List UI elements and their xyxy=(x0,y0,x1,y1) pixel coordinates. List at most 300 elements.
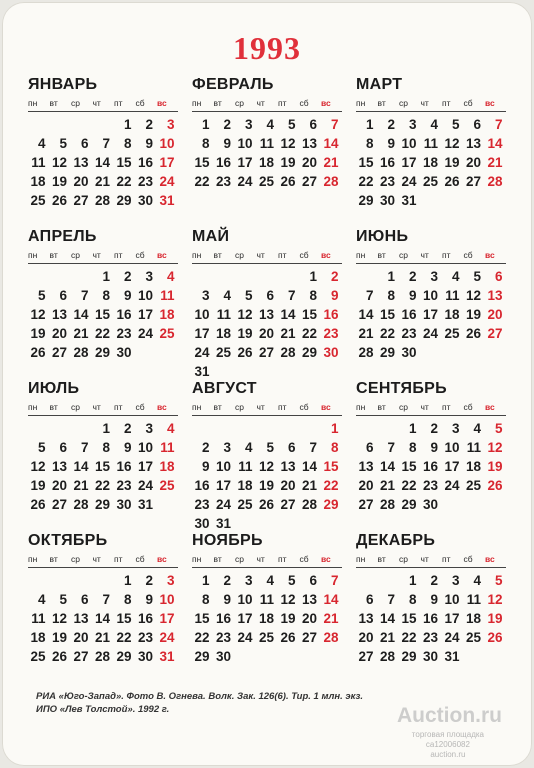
date: 2 xyxy=(387,117,395,132)
date: 18 xyxy=(258,611,274,626)
date: 24 xyxy=(237,630,253,645)
sunday-date: 18 xyxy=(159,307,175,322)
pocket-calendar-card xyxy=(2,2,532,766)
date: 9 xyxy=(430,592,438,607)
sunday-date: 25 xyxy=(159,326,175,341)
date: 24 xyxy=(137,478,153,493)
weekday-label: вс xyxy=(485,98,495,108)
month-name: ИЮЛЬ xyxy=(28,380,80,397)
sunday-date: 28 xyxy=(323,174,339,189)
sunday-date: 24 xyxy=(159,630,175,645)
empty-cell xyxy=(356,267,378,286)
watermark-line-3: auction.ru xyxy=(430,750,466,759)
sunday-date: 27 xyxy=(487,326,503,341)
date: 13 xyxy=(358,611,374,626)
date: 13 xyxy=(465,136,481,151)
date: 17 xyxy=(194,326,210,341)
empty-cell xyxy=(378,571,400,590)
date: 30 xyxy=(422,497,438,512)
date: 25 xyxy=(444,326,460,341)
weekday-label: пн xyxy=(28,250,38,260)
weekday-label: пт xyxy=(442,98,451,108)
date: 23 xyxy=(215,174,231,189)
date: 27 xyxy=(465,174,481,189)
date: 21 xyxy=(358,326,374,341)
date: 25 xyxy=(215,345,231,360)
date: 4 xyxy=(266,117,274,132)
date: 24 xyxy=(401,174,417,189)
weekday-label: пн xyxy=(192,98,202,108)
weekday-label: пн xyxy=(192,250,202,260)
date: 7 xyxy=(387,592,395,607)
empty-cell xyxy=(214,267,236,286)
weekday-label: ср xyxy=(235,554,244,564)
date: 10 xyxy=(401,136,417,151)
date: 24 xyxy=(137,326,153,341)
date: 10 xyxy=(444,592,460,607)
weekday-label: ср xyxy=(71,250,80,260)
date: 30 xyxy=(137,649,153,664)
date: 10 xyxy=(215,459,231,474)
weekday-label: чт xyxy=(256,250,265,260)
sunday-date: 3 xyxy=(166,117,175,132)
date: 26 xyxy=(280,630,296,645)
date: 15 xyxy=(116,611,132,626)
date: 27 xyxy=(301,630,317,645)
month-block xyxy=(24,530,188,682)
weekday-label: вс xyxy=(321,554,331,564)
date: 8 xyxy=(408,592,417,607)
empty-cell xyxy=(192,419,214,438)
date: 11 xyxy=(31,155,46,170)
date: 22 xyxy=(194,174,210,189)
weekday-label: вт xyxy=(49,250,58,260)
date: 12 xyxy=(258,459,274,474)
empty-cell xyxy=(50,419,72,438)
date: 9 xyxy=(430,440,438,455)
dates-grid xyxy=(192,115,352,191)
date: 12 xyxy=(237,307,253,322)
date: 19 xyxy=(280,611,296,626)
month-name: АПРЕЛЬ xyxy=(28,228,97,245)
date: 8 xyxy=(387,288,395,303)
date: 31 xyxy=(194,364,210,379)
month-name: ДЕКАБРЬ xyxy=(356,532,436,549)
date: 7 xyxy=(80,440,89,455)
weekday-header xyxy=(356,96,516,110)
date: 18 xyxy=(215,326,231,341)
empty-cell xyxy=(214,419,236,438)
weekday-label: сб xyxy=(299,98,309,108)
date: 23 xyxy=(116,478,132,493)
date: 31 xyxy=(444,649,460,664)
date: 26 xyxy=(465,326,481,341)
date: 29 xyxy=(401,497,417,512)
month-block xyxy=(352,378,516,530)
weekday-label: вт xyxy=(213,554,222,564)
date: 22 xyxy=(116,630,132,645)
date: 14 xyxy=(73,307,89,322)
date: 19 xyxy=(258,478,274,493)
weekday-label: вт xyxy=(213,98,222,108)
weekday-label: вс xyxy=(157,402,167,412)
dates-grid xyxy=(28,571,188,666)
empty-cell xyxy=(28,419,50,438)
header-rule xyxy=(28,111,178,112)
date: 16 xyxy=(379,155,395,170)
sunday-date: 4 xyxy=(166,269,175,284)
empty-cell xyxy=(93,115,115,134)
months-grid xyxy=(24,74,516,682)
date: 21 xyxy=(379,478,395,493)
date: 24 xyxy=(444,630,460,645)
sunday-date: 12 xyxy=(487,440,503,455)
date: 21 xyxy=(94,174,110,189)
date: 9 xyxy=(223,592,231,607)
sunday-date: 26 xyxy=(487,478,503,493)
date: 22 xyxy=(301,326,317,341)
month-name: МАЙ xyxy=(192,228,230,245)
date: 26 xyxy=(444,174,460,189)
date: 20 xyxy=(358,478,374,493)
header-rule xyxy=(356,415,506,416)
date: 1 xyxy=(309,269,317,284)
date: 13 xyxy=(280,459,296,474)
date: 17 xyxy=(444,459,460,474)
date: 28 xyxy=(379,497,395,512)
sunday-date: 29 xyxy=(323,497,339,512)
empty-cell xyxy=(192,267,214,286)
date: 3 xyxy=(408,117,417,132)
date: 13 xyxy=(51,307,67,322)
date: 28 xyxy=(280,345,296,360)
date: 20 xyxy=(280,478,296,493)
month-name: ОКТЯБРЬ xyxy=(28,532,108,549)
sunday-date: 20 xyxy=(487,307,503,322)
empty-cell xyxy=(356,419,378,438)
date: 28 xyxy=(94,193,110,208)
empty-cell xyxy=(50,267,72,286)
date: 5 xyxy=(59,592,67,607)
sunday-date: 16 xyxy=(323,307,339,322)
date: 12 xyxy=(280,592,296,607)
weekday-label: вс xyxy=(157,98,167,108)
sunday-date: 14 xyxy=(323,136,339,151)
date: 23 xyxy=(137,174,153,189)
date: 11 xyxy=(259,592,274,607)
weekday-label: ср xyxy=(399,402,408,412)
weekday-label: вт xyxy=(213,250,222,260)
date: 3 xyxy=(145,269,153,284)
watermark-line-2: ca12006082 xyxy=(425,740,470,749)
date: 2 xyxy=(123,421,132,436)
watermark-line-1: торговая площадка xyxy=(411,730,484,739)
date: 30 xyxy=(116,497,132,512)
date: 1 xyxy=(365,117,374,132)
date: 20 xyxy=(358,630,374,645)
dates-grid xyxy=(356,571,516,666)
weekday-header xyxy=(28,400,188,414)
date: 25 xyxy=(465,630,481,645)
imprint-line-2: ИПО «Лев Толстой». 1992 г. xyxy=(36,704,170,715)
empty-cell xyxy=(235,267,257,286)
empty-cell xyxy=(93,571,115,590)
weekday-label: пт xyxy=(114,250,123,260)
date: 13 xyxy=(301,592,317,607)
date: 21 xyxy=(73,478,89,493)
date: 28 xyxy=(73,497,89,512)
date: 5 xyxy=(287,117,296,132)
date: 17 xyxy=(237,155,253,170)
date: 24 xyxy=(422,326,438,341)
empty-cell xyxy=(378,419,400,438)
date: 18 xyxy=(237,478,253,493)
date: 17 xyxy=(215,478,231,493)
weekday-label: чт xyxy=(420,554,429,564)
weekday-label: чт xyxy=(420,250,429,260)
date: 25 xyxy=(465,478,481,493)
month-name: МАРТ xyxy=(356,76,403,93)
date: 19 xyxy=(280,155,296,170)
weekday-header xyxy=(192,96,352,110)
date: 22 xyxy=(116,174,132,189)
date: 7 xyxy=(387,440,395,455)
date: 7 xyxy=(102,592,110,607)
date: 6 xyxy=(59,288,67,303)
weekday-header xyxy=(28,552,188,566)
date: 13 xyxy=(258,307,274,322)
sunday-date: 7 xyxy=(330,573,339,588)
date: 22 xyxy=(94,326,110,341)
date: 1 xyxy=(123,573,132,588)
date: 28 xyxy=(379,649,395,664)
weekday-label: чт xyxy=(92,98,101,108)
sunday-date: 19 xyxy=(487,611,503,626)
sunday-date: 19 xyxy=(487,459,503,474)
date: 24 xyxy=(194,345,210,360)
header-rule xyxy=(28,263,178,264)
date: 24 xyxy=(215,497,231,512)
sunday-date: 9 xyxy=(330,288,339,303)
date: 10 xyxy=(137,440,153,455)
date: 18 xyxy=(465,459,481,474)
dates-grid xyxy=(28,267,188,362)
date: 2 xyxy=(430,573,438,588)
date: 6 xyxy=(287,440,296,455)
weekday-label: пн xyxy=(28,554,38,564)
sunday-date: 4 xyxy=(166,421,175,436)
date: 25 xyxy=(30,193,46,208)
date: 23 xyxy=(422,630,438,645)
date: 12 xyxy=(51,611,67,626)
date: 11 xyxy=(466,440,481,455)
date: 27 xyxy=(51,497,67,512)
date: 27 xyxy=(280,497,296,512)
date: 17 xyxy=(137,307,153,322)
date: 31 xyxy=(137,497,153,512)
date: 2 xyxy=(408,269,417,284)
weekday-label: сб xyxy=(135,402,145,412)
date: 12 xyxy=(51,155,67,170)
date: 20 xyxy=(301,611,317,626)
date: 14 xyxy=(379,459,395,474)
empty-cell xyxy=(50,571,72,590)
date: 2 xyxy=(201,440,210,455)
date: 28 xyxy=(358,345,374,360)
month-block xyxy=(188,530,352,682)
date: 7 xyxy=(365,288,374,303)
date: 5 xyxy=(244,288,253,303)
empty-cell xyxy=(278,267,300,286)
date: 22 xyxy=(94,478,110,493)
date: 28 xyxy=(73,345,89,360)
date: 17 xyxy=(237,611,253,626)
empty-cell xyxy=(300,419,322,438)
sunday-date: 6 xyxy=(494,269,503,284)
date: 13 xyxy=(73,155,89,170)
weekday-header xyxy=(28,248,188,262)
date: 28 xyxy=(94,649,110,664)
weekday-header xyxy=(356,248,516,262)
date: 18 xyxy=(258,155,274,170)
date: 14 xyxy=(94,611,110,626)
date: 8 xyxy=(201,136,210,151)
date: 16 xyxy=(422,459,438,474)
date: 16 xyxy=(215,155,231,170)
empty-cell xyxy=(50,115,72,134)
date: 3 xyxy=(145,421,153,436)
sunday-date: 13 xyxy=(487,288,503,303)
sunday-date: 30 xyxy=(323,345,339,360)
sunday-date: 28 xyxy=(323,630,339,645)
sunday-date: 22 xyxy=(323,478,339,493)
weekday-label: вт xyxy=(377,554,386,564)
weekday-label: пн xyxy=(28,98,38,108)
weekday-label: пт xyxy=(114,98,123,108)
date: 19 xyxy=(51,630,67,645)
date: 8 xyxy=(123,136,132,151)
weekday-header xyxy=(192,552,352,566)
date: 24 xyxy=(444,478,460,493)
date: 12 xyxy=(280,136,296,151)
date: 9 xyxy=(123,440,132,455)
empty-cell xyxy=(71,571,93,590)
header-rule xyxy=(356,567,506,568)
date: 27 xyxy=(73,649,89,664)
date: 20 xyxy=(51,326,67,341)
date: 23 xyxy=(194,497,210,512)
date: 5 xyxy=(266,440,274,455)
date: 30 xyxy=(215,649,231,664)
date: 30 xyxy=(116,345,132,360)
sunday-date: 15 xyxy=(323,459,339,474)
dates-grid xyxy=(28,419,188,514)
weekday-label: чт xyxy=(420,402,429,412)
sunday-date: 10 xyxy=(159,592,175,607)
date: 2 xyxy=(145,573,153,588)
date: 31 xyxy=(401,193,417,208)
date: 25 xyxy=(30,649,46,664)
sunday-date: 21 xyxy=(323,611,339,626)
date: 5 xyxy=(451,117,460,132)
publisher-imprint xyxy=(36,690,363,716)
date: 21 xyxy=(73,326,89,341)
date: 2 xyxy=(223,117,231,132)
date: 6 xyxy=(59,440,67,455)
empty-cell xyxy=(356,571,378,590)
date: 6 xyxy=(473,117,481,132)
weekday-label: ср xyxy=(235,98,244,108)
empty-cell xyxy=(257,419,279,438)
weekday-label: чт xyxy=(256,402,265,412)
date: 23 xyxy=(137,630,153,645)
month-name: ФЕВРАЛЬ xyxy=(192,76,274,93)
empty-cell xyxy=(257,267,279,286)
date: 12 xyxy=(465,288,481,303)
weekday-label: сб xyxy=(135,98,145,108)
date: 6 xyxy=(80,592,89,607)
date: 4 xyxy=(37,136,46,151)
date: 26 xyxy=(51,193,67,208)
date: 15 xyxy=(194,155,210,170)
date: 11 xyxy=(238,459,253,474)
date: 23 xyxy=(422,478,438,493)
date: 23 xyxy=(116,326,132,341)
weekday-label: чт xyxy=(92,250,101,260)
date: 18 xyxy=(444,307,460,322)
dates-grid xyxy=(356,115,516,210)
weekday-label: вс xyxy=(485,250,495,260)
date: 13 xyxy=(51,459,67,474)
date: 21 xyxy=(379,630,395,645)
weekday-label: пт xyxy=(442,402,451,412)
date: 13 xyxy=(358,459,374,474)
date: 12 xyxy=(444,136,460,151)
date: 16 xyxy=(194,478,210,493)
date: 29 xyxy=(401,649,417,664)
date: 14 xyxy=(73,459,89,474)
weekday-label: сб xyxy=(135,250,145,260)
weekday-label: ср xyxy=(235,250,244,260)
weekday-label: вс xyxy=(157,250,167,260)
weekday-label: ср xyxy=(71,402,80,412)
date: 9 xyxy=(387,136,395,151)
weekday-label: сб xyxy=(463,554,473,564)
date: 15 xyxy=(94,307,110,322)
date: 18 xyxy=(30,630,46,645)
weekday-label: пн xyxy=(28,402,38,412)
date: 5 xyxy=(37,440,46,455)
date: 29 xyxy=(194,649,210,664)
weekday-label: пн xyxy=(192,402,202,412)
date: 8 xyxy=(309,288,317,303)
date: 16 xyxy=(116,307,132,322)
sunday-date: 17 xyxy=(159,611,175,626)
empty-cell xyxy=(71,419,93,438)
header-rule xyxy=(356,263,506,264)
date: 27 xyxy=(73,193,89,208)
date: 9 xyxy=(408,288,417,303)
date: 28 xyxy=(301,497,317,512)
weekday-header xyxy=(356,552,516,566)
date: 1 xyxy=(123,117,132,132)
weekday-label: пт xyxy=(278,98,287,108)
date: 30 xyxy=(379,193,395,208)
dates-grid xyxy=(28,115,188,210)
weekday-label: вт xyxy=(49,98,58,108)
date: 26 xyxy=(30,345,46,360)
weekday-label: вт xyxy=(377,98,386,108)
